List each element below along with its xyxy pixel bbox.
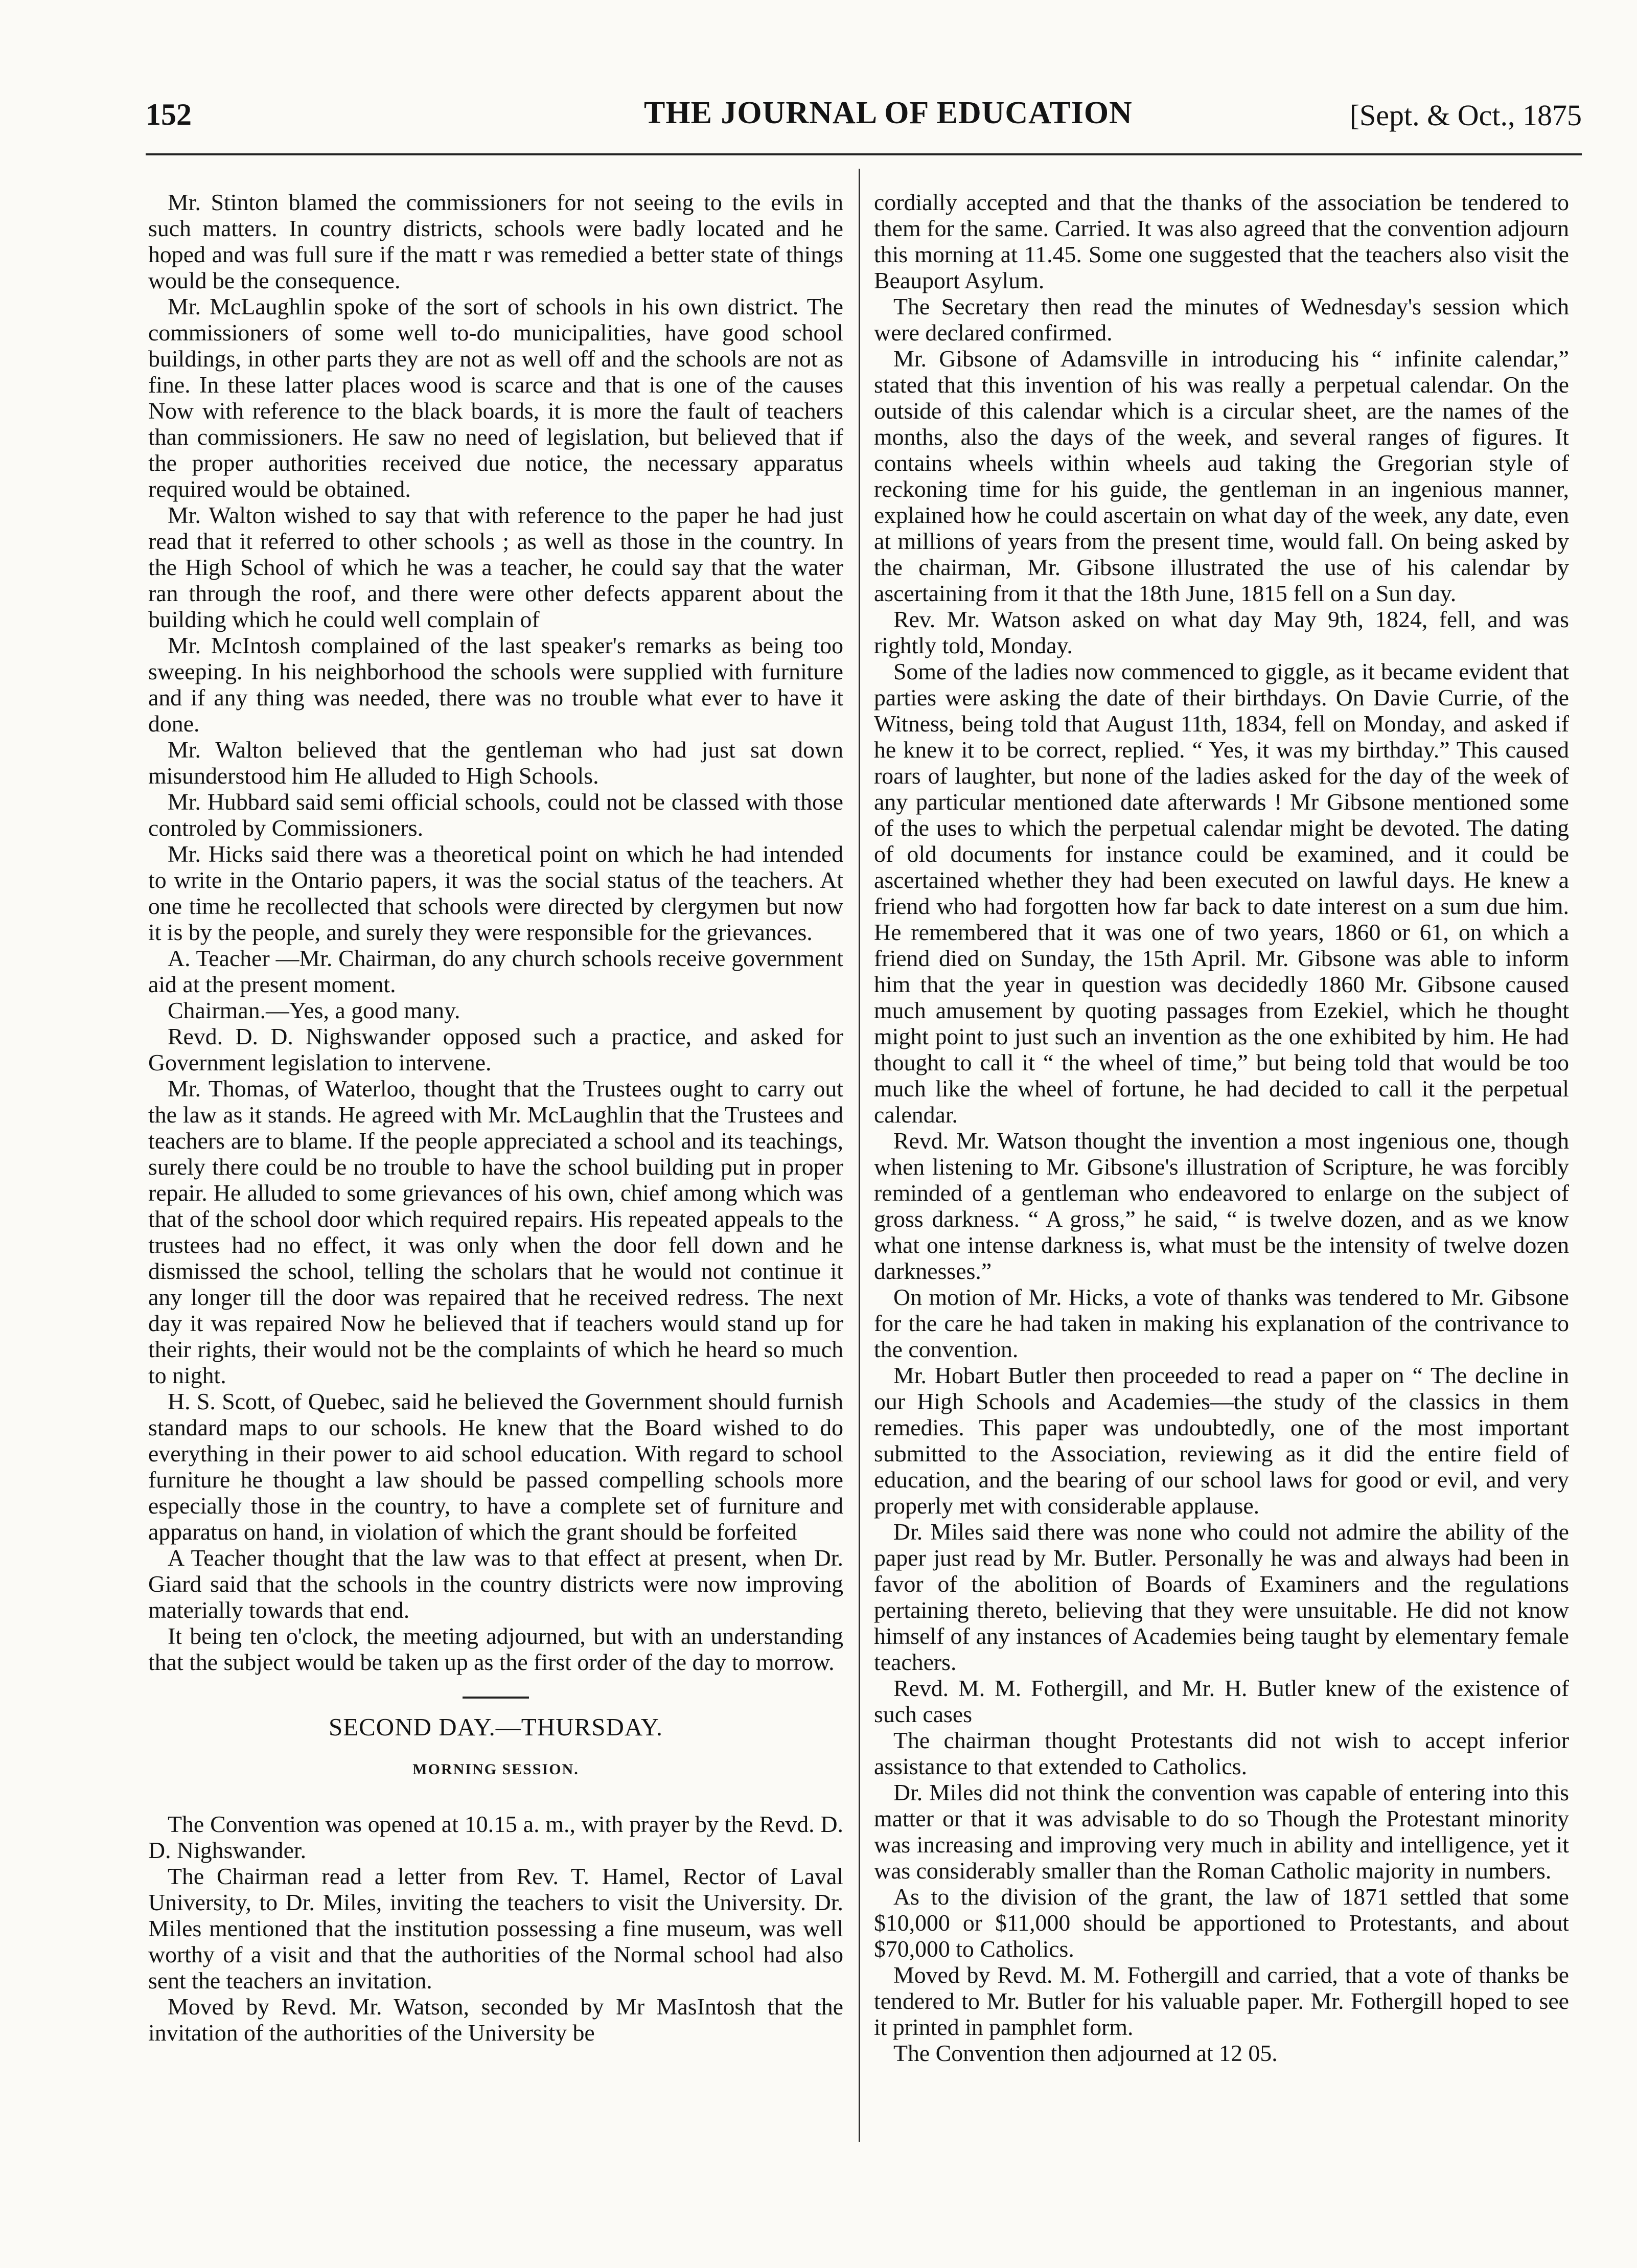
paragraph: Revd. D. D. Nighswander opposed such a practice, and asked for Government legislation to intervene. <box>148 1023 843 1075</box>
paragraph: Mr. McLaughlin spoke of the sort of schools in his own district. The commissioners of some well to-do municipalities, have good school buildings, in other parts they are not as well off and the schools are not as fine. In these latter places wood is scarce and that is one of the causes Now with reference to the black boards, it is more the fault of teachers than commissioners. He saw no need of legislation, but believed that if the proper authorities received due notice, the necessary apparatus required would be obtained. <box>148 293 843 502</box>
paragraph: Mr. Gibsone of Adamsville in introducing his “ infinite calendar,” stated that this invention of his was really a perpetual calendar. On the outside of this calendar which is a circular sheet, are the names of the months, also the days of the week, and several ranges of figures. It contains wheels within wheels aud taking the Gregorian style of reckoning time for his guide, the gentleman in an ingenious manner, explained how he could ascertain on what day of the week, any date, even at millions of years from the present time, would fall. On being asked by the chairman, Mr. Gibsone illustrated the use of his calendar by ascertaining from it that the 18th June, 1815 fell on a Sun day. <box>874 346 1569 606</box>
paragraph: It being ten o'clock, the meeting adjourned, but with an understanding that the subject would be taken up as the first order of the day to morrow. <box>148 1623 843 1675</box>
journal-title: THE JOURNAL OF EDUCATION <box>644 96 1133 130</box>
paragraph: Mr. Hubbard said semi official schools, could not be classed with those controled by Commissioners. <box>148 789 843 841</box>
paragraph: Mr. Walton wished to say that with reference to the paper he had just read that it referred to other schools ; as well as those in the country. In the High School of which he was a teacher, he could say that the water ran through the roof, and there were other defects apparent about the building which he could well complain of <box>148 502 843 632</box>
paragraph: Mr. Hicks said there was a theoretical point on which he had intended to write in the Ontario papers, it was the social status of the teachers. At one time he recollected that schools were directed by clergymen but now it is by the people, and surely they were responsible for the grievances. <box>148 841 843 945</box>
paragraph: Dr. Miles did not think the convention was capable of entering into this matter or that it was advisable to do so Though the Protestant minority was increasing and improving very much in ability and intelligence, yet it was considerably smaller than the Roman Catholic majority in numbers. <box>874 1779 1569 1884</box>
paragraph: Mr. McIntosh complained of the last speaker's remarks as being too sweeping. In his neighborhood the schools were supplied with furniture and if any thing was needed, there was no trouble what ever to have it done. <box>148 632 843 737</box>
page-header <box>146 92 1582 148</box>
column-divider <box>859 169 860 2142</box>
paragraph: cordially accepted and that the thanks of the association be tendered to them for the same. Carried. It was also agreed that the convention adjourn this morning at 11.45. Some one suggested that the teachers also visit the Beauport Asylum. <box>874 189 1569 293</box>
paragraph: The Secretary then read the minutes of Wednesday's session which were declared confirmed. <box>874 293 1569 346</box>
paragraph: Revd. M. M. Fothergill, and Mr. H. Butler knew of the existence of such cases <box>874 1675 1569 1727</box>
sub-heading: MORNING SESSION. <box>412 1761 579 1778</box>
paragraph: Mr. Stinton blamed the commissioners for not seeing to the evils in such matters. In country districts, schools were badly located and he hoped and was full sure if the matt r was remedied a better state of things would be the consequence. <box>148 189 843 293</box>
paragraph: A. Teacher —Mr. Chairman, do any church schools receive government aid at the present moment. <box>148 945 843 997</box>
section-rule <box>463 1697 529 1699</box>
paragraph: The Chairman read a letter from Rev. T. Hamel, Rector of Laval University, to Dr. Miles, inviting the teachers to visit the University. Dr. Miles mentioned that the institution possessing a fine museum, was well worthy of a visit and that the authorities of the Normal school had also sent the teachers an invitation. <box>148 1863 843 1994</box>
right-column <box>874 189 1569 2066</box>
paragraph: Mr. Hobart Butler then proceeded to read a paper on “ The decline in our High Schools and Academies—the study of the classics in them remedies. This paper was undoubtedly, one of the most important submitted to the Association, reviewing as it did the entire field of education, and the bearing of our school laws for good or evil, and very properly met with considerable applause. <box>874 1362 1569 1519</box>
paragraph: Rev. Mr. Watson asked on what day May 9th, 1824, fell, and was rightly told, Monday. <box>874 606 1569 658</box>
paragraph: Dr. Miles said there was none who could not admire the ability of the paper just read by Mr. Butler. Personally he was and always had been in favor of the abolition of Boards of Examiners and the regulations pertaining thereto, believing that they were unsuitable. He did not know himself of any instances of Academies being taught by elementary female teachers. <box>874 1519 1569 1675</box>
paragraph: The Convention then adjourned at 12 05. <box>893 2040 1278 2066</box>
paragraph: As to the division of the grant, the law of 1871 settled that some $10,000 or $11,000 should be apportioned to Protestants, and about $70,000 to Catholics. <box>874 1884 1569 1962</box>
header-rule <box>146 153 1582 155</box>
left-column <box>148 189 843 2046</box>
paragraph: Mr. Walton believed that the gentleman who had just sat down misunderstood him He alluded to High Schools. <box>148 737 843 789</box>
paragraph: The chairman thought Protestants did not wish to accept inferior assistance to that extended to Catholics. <box>874 1727 1569 1779</box>
paragraph: H. S. Scott, of Quebec, said he believed the Government should furnish standard maps to our schools. He knew that the Board wished to do everything in their power to aid school education. With regard to school furniture he thought a law should be passed compelling schools more especially those in the country, to have a complete set of furniture and apparatus on hand, in violation of which the grant should be forfeited <box>148 1388 843 1545</box>
section-heading: SECOND DAY.—THURSDAY. <box>328 1713 663 1741</box>
paragraph: The Convention was opened at 10.15 a. m., with prayer by the Revd. D. D. Nighswander. <box>148 1811 843 1863</box>
paragraph: A Teacher thought that the law was to that effect at present, when Dr. Giard said that the schools in the country districts were now improving materially towards that end. <box>148 1545 843 1623</box>
paragraph: On motion of Mr. Hicks, a vote of thanks was tendered to Mr. Gibsone for the care he had taken in making his explanation of the contrivance to the convention. <box>874 1284 1569 1362</box>
paragraph: Mr. Thomas, of Waterloo, thought that the Trustees ought to carry out the law as it stands. He agreed with Mr. McLaughlin that the Trustees and teachers are to blame. If the people appreciated a school and its teachings, surely there could be no trouble to have the school building put in proper repair. He alluded to some grievances of his own, chief among which was that of the school door which required repairs. His repeated appeals to the trustees had no effect, it was only when the door fell down and he dismissed the school, telling the scholars that he would not continue it any longer till the door was repaired that he received redress. The next day it was repaired Now he believed that if teachers would stand up for their rights, their would not be the complaints of which he heard so much to night. <box>148 1075 843 1388</box>
paragraph: Moved by Revd. M. M. Fothergill and carried, that a vote of thanks be tendered to Mr. Butler for his valuable paper. Mr. Fothergill hoped to see it printed in pamphlet form. <box>874 1962 1569 2040</box>
page-number: 152 <box>146 98 192 131</box>
issue-date: [Sept. & Oct., 1875 <box>1349 99 1582 132</box>
paragraph: Some of the ladies now commenced to giggle, as it became evident that parties were asking the date of their birthdays. On Davie Currie, of the Witness, being told that August 11th, 1834, fell on Monday, and asked if he knew it to be correct, replied. “ Yes, it was my birthday.” This caused roars of laughter, but none of the ladies asked for the day of the week of any particular mentioned date afterwards ! Mr Gibsone mentioned some of the uses to which the perpetual calendar might be devoted. The dating of old documents for instance could be examined, and it could be ascertained whether they had been executed on lawful days. He knew a friend who had forgotten how far back to date interest on a sum due him. He remembered that it was one of two years, 1860 or 61, on which a friend died on Sunday, the 15th April. Mr. Gibsone was able to inform him that the year in question was decidedly 1860 Mr. Gibsone caused much amusement by quoting passages from Ezekiel, which he thought might point to just such an invention as the one exhibited by him. He had thought to call it “ the wheel of time,” but being told that would be too much like the wheel of fortune, he had decided to call it the perpetual calendar. <box>874 658 1569 1128</box>
paragraph: Chairman.—Yes, a good many. <box>168 997 460 1023</box>
paragraph: Moved by Revd. Mr. Watson, seconded by Mr MasIntosh that the invitation of the authorities of the University be <box>148 1994 843 2046</box>
paragraph: Revd. Mr. Watson thought the invention a most ingenious one, though when listening to Mr. Gibsone's illustration of Scripture, he was forcibly reminded of a gentleman who endeavored to enlarge on the subject of gross darkness. “ A gross,” he said, “ is twelve dozen, and as we know what one intense darkness is, what must be the intensity of twelve dozen darknesses.” <box>874 1128 1569 1284</box>
